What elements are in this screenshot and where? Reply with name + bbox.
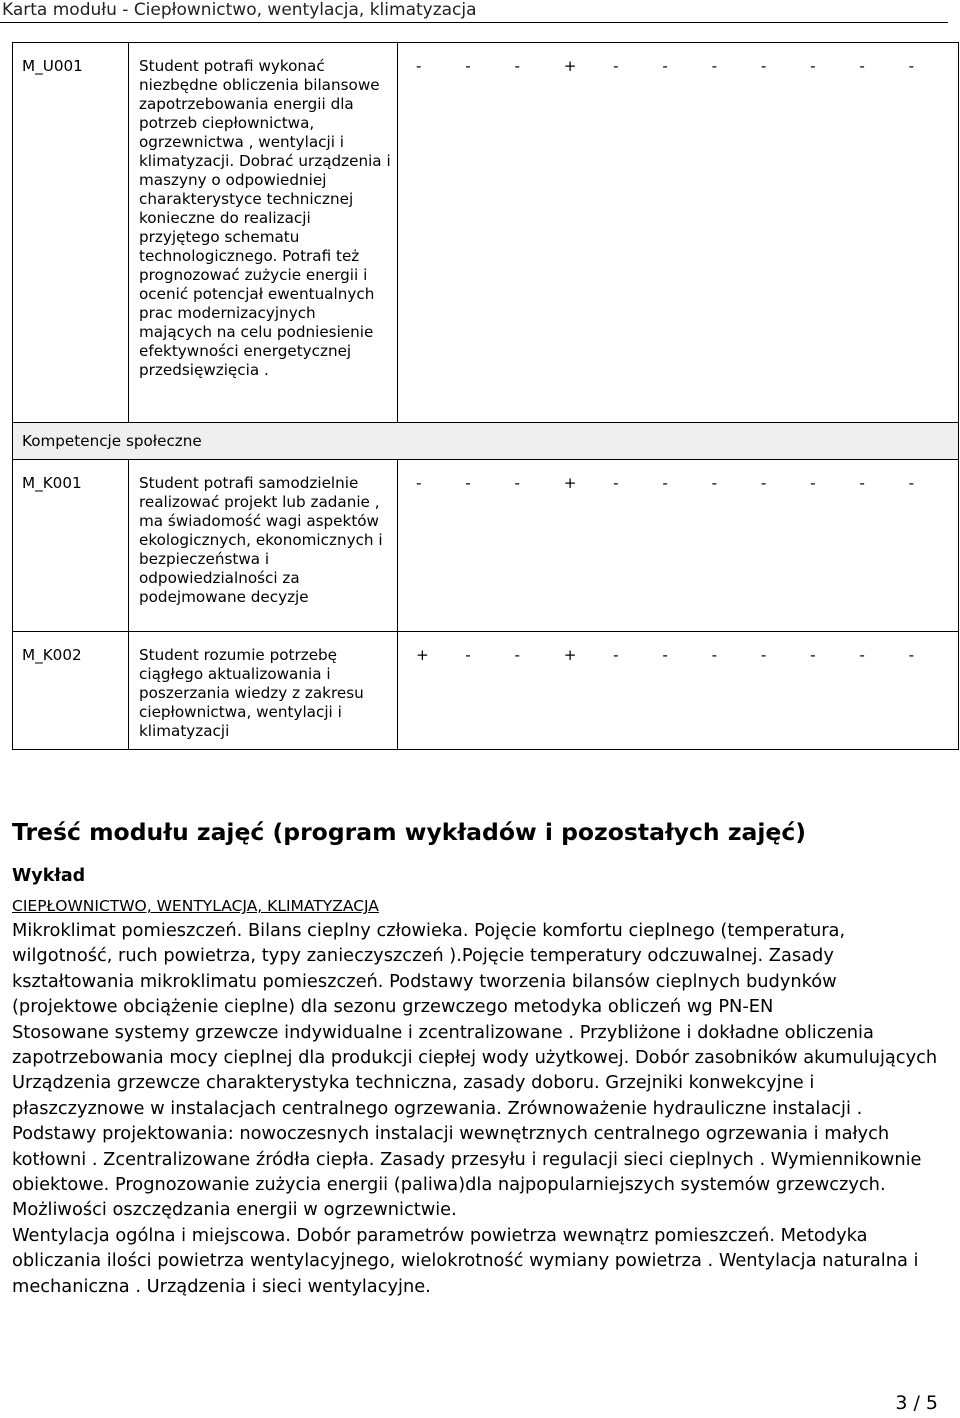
outcome-marks xyxy=(398,43,959,423)
matrix-mark: - xyxy=(465,57,471,75)
matrix-mark: - xyxy=(613,646,619,664)
matrix-mark: - xyxy=(760,646,767,664)
matrix-mark: - xyxy=(908,57,915,75)
matrix-mark: - xyxy=(859,646,865,664)
matrix-mark: + xyxy=(563,646,577,664)
matrix-mark: + xyxy=(416,646,429,664)
matrix-mark: - xyxy=(662,646,668,664)
outcome-marks xyxy=(398,460,959,632)
matrix-mark: + xyxy=(563,57,577,75)
lecture-subheading: Wykład xyxy=(12,866,86,886)
matrix-mark: - xyxy=(760,474,767,492)
section-row xyxy=(13,423,959,460)
table-row xyxy=(13,632,959,750)
matrix-mark: - xyxy=(810,57,816,75)
matrix-mark: - xyxy=(810,474,816,492)
outcome-code: M_U001 xyxy=(13,43,129,423)
matrix-mark: - xyxy=(465,474,471,492)
table-row xyxy=(13,43,959,423)
matrix-mark: - xyxy=(760,57,767,75)
marks-row-0 xyxy=(398,57,958,76)
table-row xyxy=(13,460,959,632)
page-number: 3 / 5 xyxy=(895,1392,938,1414)
content-heading: Treść modułu zajęć (program wykładów i pozostałych zajęć) xyxy=(12,818,807,846)
matrix-mark: - xyxy=(514,646,521,664)
marks-row-1 xyxy=(398,474,958,493)
matrix-mark: - xyxy=(711,57,718,75)
outcome-description: Student potrafi samodzielnie realizować projekt lub zadanie , ma świadomość wagi aspektów ekologicznych, ekonomicznych i bezpieczeństwa i odpowiedzialności za podejmowane decyzje xyxy=(129,460,398,632)
outcome-description: Student rozumie potrzebę ciągłego aktualizowania i poszerzania wiedzy z zakresu ciepłownictwa, wentylacji i klimatyzacji xyxy=(129,632,398,750)
matrix-mark: - xyxy=(859,57,865,75)
matrix-mark: - xyxy=(859,474,865,492)
matrix-mark: - xyxy=(514,474,521,492)
content-paragraph: Stosowane systemy grzewcze indywidualne i zcentralizowane . Przybliżone i dokładne obliczenia zapotrzebowania mocy cieplnej dla produkcji ciepłej wody użytkowej. Dobór zasobników akumulujących Urządzenia grzewcze charakterystyka techniczna, zasady doboru. Grzejniki konwekcyjne i płaszczyznowe w instalacjach centralnego ogrzewania. Zrównoważenie hydrauliczne instalacji . Podstawy projektowania: nowoczesnych instalacji wewnętrznych centralnego ogrzewania i małych kotłowni . Zcentralizowane źródła ciepła. Zasady przesyłu i regulacji sieci cieplnych . Wymiennikownie obiektowe. Prognozowanie zużycia energii (paliwa)dla najpopularniejszych systemów grzewczych. Możliwości oszczędzania energii w ogrzewnictwie. xyxy=(12,1021,938,1221)
matrix-mark: - xyxy=(465,646,471,664)
matrix-mark: - xyxy=(810,646,816,664)
matrix-mark: + xyxy=(563,474,577,492)
matrix-mark: - xyxy=(662,57,668,75)
matrix-mark: - xyxy=(416,474,422,492)
content-paragraph: Wentylacja ogólna i miejscowa. Dobór parametrów powietrza wewnątrz pomieszczeń. Metodyka obliczania ilości powietrza wentylacyjnego, wielokrotność wymiany powietrza . Wentylacja naturalna i mechaniczna . Urządzenia i sieci wentylacyjne. xyxy=(12,1224,919,1297)
outcome-code: M_K001 xyxy=(13,460,129,632)
matrix-mark: - xyxy=(662,474,668,492)
section-label: Kompetencje społeczne xyxy=(13,423,959,460)
content-body xyxy=(12,918,947,1299)
matrix-mark: - xyxy=(908,474,915,492)
matrix-mark: - xyxy=(908,646,915,664)
matrix-mark: - xyxy=(711,474,718,492)
outcome-description: Student potrafi wykonać niezbędne obliczenia bilansowe zapotrzebowania energii dla potrzeb ciepłownictwa, ogrzewnictwa , wentylacji i klimatyzacji. Dobrać urządzenia i maszyny o odpowiedniej charakterystyce technicznej konieczne do realizacji przyjętego schematu technologicznego. Potrafi też prognozować zużycie energii i ocenić potencjał ewentualnych prac modernizacyjnych mających na celu podniesienie efektywności energetycznej przedsięwzięcia . xyxy=(129,43,398,423)
learning-outcomes-table xyxy=(12,42,959,750)
outcome-code: M_K002 xyxy=(13,632,129,750)
topic-title: CIEPŁOWNICTWO, WENTYLACJA, KLIMATYZACJA xyxy=(12,897,379,915)
document-header: Karta modułu - Ciepłownictwo, wentylacja, klimatyzacja xyxy=(0,0,948,23)
matrix-mark: - xyxy=(416,57,422,75)
marks-row-2 xyxy=(398,646,958,665)
matrix-mark: - xyxy=(711,646,718,664)
matrix-mark: - xyxy=(613,474,619,492)
outcome-marks xyxy=(398,632,959,750)
matrix-mark: - xyxy=(613,57,619,75)
content-paragraph: Mikroklimat pomieszczeń. Bilans cieplny człowieka. Pojęcie komfortu cieplnego (temperatura, wilgotność, ruch powietrza, typy zanieczyszczeń ).Pojęcie temperatury odczuwalnej. Zasady kształtowania mikroklimatu pomieszczeń. Podstawy tworzenia bilansów cieplnych budynków (projektowe obciążenie cieplne) dla sezonu grzewczego metodyka obliczeń wg PN-EN xyxy=(12,920,846,1018)
matrix-mark: - xyxy=(514,57,521,75)
